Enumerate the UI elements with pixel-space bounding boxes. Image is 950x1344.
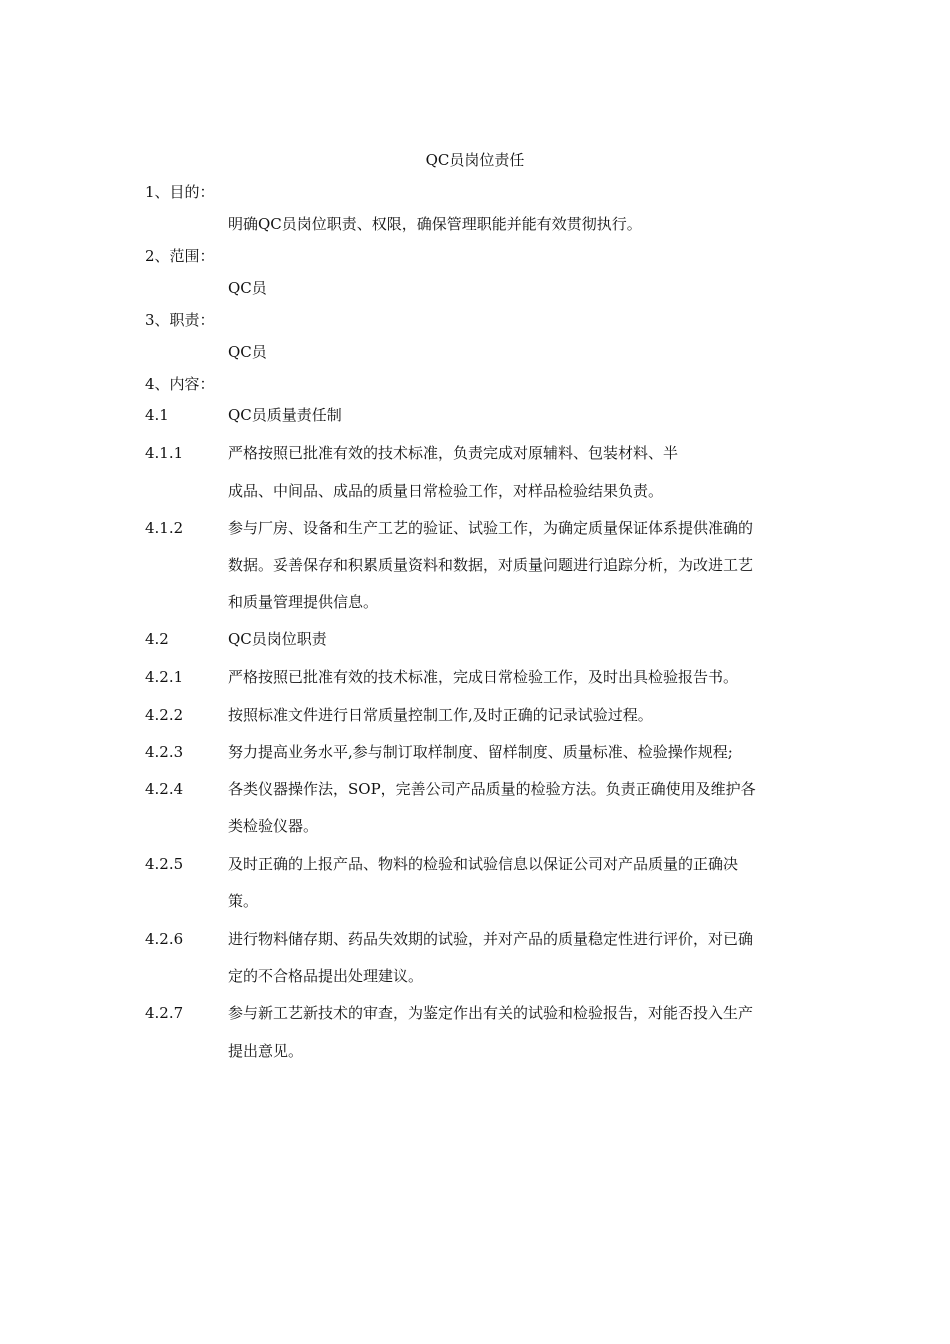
section-text-purpose: 明确QC员岗位职责、权限，确保管理职能并能有效贯彻执行。 (228, 215, 642, 233)
item-line: 严格按照已批准有效的技术标准，完成日常检验工作，及时出具检验报告书。 (228, 668, 739, 686)
item-line: 和质量管理提供信息。 (228, 593, 379, 611)
item-line: 数据。妥善保存和积累质量资料和数据，对质量问题进行追踪分析，为改进工艺 (228, 556, 754, 574)
item-line: 类检验仪器。 (228, 817, 319, 835)
item-line: 努力提高业务水平,参与制订取样制度、留样制度、质量标准、检验操作规程; (228, 743, 733, 761)
item-number: 4.1.1 (145, 444, 184, 462)
item-line: 参与厂房、设备和生产工艺的验证、试验工作，为确定质量保证体系提供准确的 (228, 519, 754, 537)
item-line: 成品、中间品、成品的质量日常检验工作，对样品检验结果负责。 (228, 482, 664, 500)
item-number: 4.1 (145, 406, 169, 424)
item-line: 参与新工艺新技术的审查，为鉴定作出有关的试验和检验报告，对能否投入生产 (228, 1004, 754, 1022)
section-heading-content: 4、内容： (145, 375, 215, 393)
section-text-responsibility: QC员 (228, 343, 267, 361)
item-line: QC员质量责任制 (228, 406, 342, 424)
item-line: 进行物料储存期、药品失效期的试验，并对产品的质量稳定性进行评价，对已确 (228, 930, 754, 948)
item-number: 4.1.2 (145, 519, 184, 537)
item-number: 4.2.1 (145, 668, 184, 686)
item-line: 严格按照已批准有效的技术标准，负责完成对原辅料、包装材料、半 (228, 444, 679, 462)
item-line: 定的不合格品提出处理建议。 (228, 967, 424, 985)
section-text-scope: QC员 (228, 279, 267, 297)
item-number: 4.2.7 (145, 1004, 184, 1022)
section-heading-purpose: 1、目的： (145, 183, 215, 201)
item-number: 4.2.6 (145, 930, 184, 948)
item-line: 及时正确的上报产品、物料的检验和试验信息以保证公司对产品质量的正确决 (228, 855, 739, 873)
section-heading-responsibility: 3、职责： (145, 311, 215, 329)
section-heading-scope: 2、范围： (145, 247, 215, 265)
item-number: 4.2.3 (145, 743, 184, 761)
document-title: QC员岗位责任 (425, 151, 525, 169)
item-line: 各类仪器操作法，SOP，完善公司产品质量的检验方法。负责正确使用及维护各 (228, 780, 756, 798)
item-number: 4.2.5 (145, 855, 184, 873)
item-line: 策。 (228, 892, 259, 910)
item-number: 4.2.2 (145, 706, 184, 724)
item-line: QC员岗位职责 (228, 630, 327, 648)
item-line: 按照标准文件进行日常质量控制工作,及时正确的记录试验过程。 (228, 706, 653, 724)
item-line: 提出意见。 (228, 1042, 304, 1060)
item-number: 4.2.4 (145, 780, 184, 798)
item-number: 4.2 (145, 630, 169, 648)
